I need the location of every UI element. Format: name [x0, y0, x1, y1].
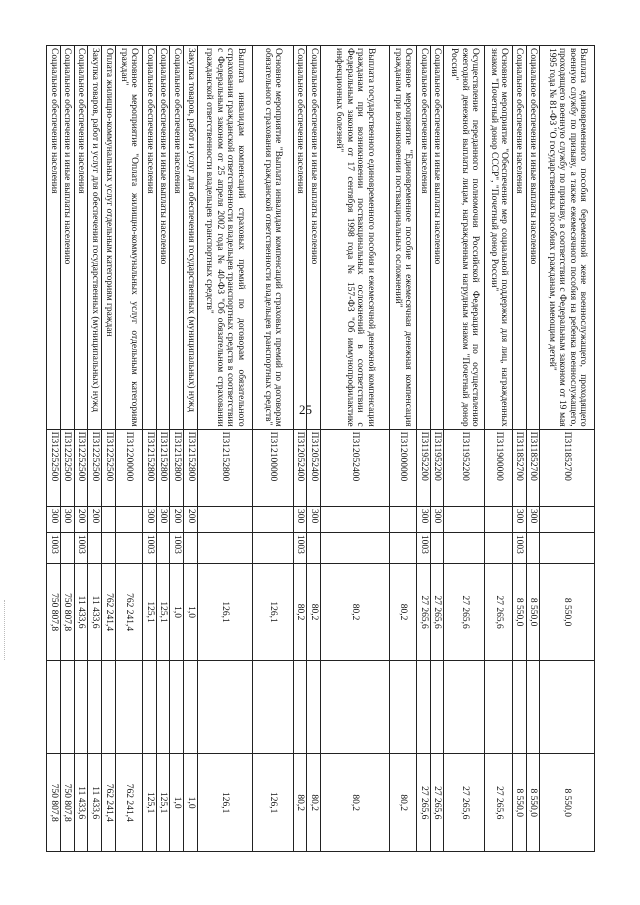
table-row	[512, 46, 526, 852]
table-row	[430, 46, 444, 852]
row-amount-cell: 750 807,8	[60, 564, 74, 661]
row-name-cell: Оплата жилищно-коммунальных услуг отдельным категориям граждан	[101, 46, 115, 430]
row-csr-cell: П311852700	[540, 429, 595, 506]
table-row	[293, 46, 307, 852]
row-amount-empty-cell	[170, 660, 184, 753]
page-number: 25	[299, 402, 312, 417]
row-amount-empty-cell	[156, 660, 170, 753]
row-name-cell: Выплата государственного единовременного пособия и ежемесячной денежной компенсации гражданам при возникновении поствакцинальных осложнений в соответствии с Федеральным законом от 17 сентября 1998 года № 157-ФЗ "Об иммунопрофилактике инфекционных болезней"	[321, 46, 390, 430]
row-csr-cell: П312200000	[115, 429, 142, 506]
row-amount-empty-cell	[512, 660, 526, 753]
row-amount-cell: 27 265,6	[416, 564, 430, 661]
row-section-cell	[526, 532, 540, 563]
row-csr-cell: П311900000	[485, 429, 512, 506]
row-csr-cell: П312052400	[321, 429, 390, 506]
row-expense-type-cell: 300	[512, 507, 526, 533]
row-amount-empty-cell	[252, 660, 293, 753]
row-csr-cell: П311852700	[526, 429, 540, 506]
row-csr-cell: П312152800	[143, 429, 157, 506]
row-expense-type-cell: 200	[170, 507, 184, 533]
row-amount-cell: 80,2	[293, 564, 307, 661]
row-amount-empty-cell	[74, 660, 88, 753]
rotated-table-container	[47, 45, 595, 852]
table-row	[416, 46, 430, 852]
row-section-cell	[321, 532, 390, 563]
row-amount-empty-cell	[526, 660, 540, 753]
row-csr-cell: П312152800	[170, 429, 184, 506]
table-row	[389, 46, 416, 852]
row-amount-cell: 8 550,0	[540, 564, 595, 661]
table-row	[60, 46, 74, 852]
table-row	[197, 46, 252, 852]
table-row	[170, 46, 184, 852]
row-name-cell: Социальное обеспечение населения	[512, 46, 526, 430]
row-expense-type-cell: 300	[307, 507, 321, 533]
row-amount-empty-cell	[540, 660, 595, 753]
table-row	[101, 46, 115, 852]
row-total-cell: 27 265,6	[416, 754, 430, 852]
row-section-cell: 1003	[143, 532, 157, 563]
row-amount-empty-cell	[389, 660, 416, 753]
row-amount-empty-cell	[115, 660, 142, 753]
row-name-cell: Основное мероприятие "Выплата инвалидам компенсаций страховых премий по договорам обязательного страхования гражданской ответственности владельцев транспортных средств"	[252, 46, 293, 430]
row-name-cell: Основное мероприятие "Единовременное пособие и ежемесячная денежная компенсация гражданам при возникновении поствакцинальных осложнений"	[389, 46, 416, 430]
table-row	[88, 46, 102, 852]
table-row	[444, 46, 485, 852]
row-name-cell: Основное мероприятие "Обеспечение мер социальной поддержки для лиц, награжденных знаком "Почетный донор СССР", "Почетный донор России"	[485, 46, 512, 430]
row-section-cell: 1003	[170, 532, 184, 563]
row-amount-empty-cell	[143, 660, 157, 753]
row-section-cell: 1003	[416, 532, 430, 563]
row-total-cell: 125,1	[156, 754, 170, 852]
row-amount-empty-cell	[60, 660, 74, 753]
row-amount-empty-cell	[485, 660, 512, 753]
row-amount-empty-cell	[444, 660, 485, 753]
row-total-cell: 27 265,6	[485, 754, 512, 852]
row-amount-cell: 125,1	[143, 564, 157, 661]
row-total-cell: 1,0	[170, 754, 184, 852]
row-amount-empty-cell	[416, 660, 430, 753]
row-amount-cell: 750 807,8	[47, 564, 61, 661]
row-amount-cell: 80,2	[389, 564, 416, 661]
row-total-cell: 762 241,4	[101, 754, 115, 852]
row-section-cell: 1003	[293, 532, 307, 563]
row-csr-cell: П311952200	[416, 429, 430, 506]
row-amount-cell: 27 265,6	[444, 564, 485, 661]
row-name-cell: Социальное обеспечение и иные выплаты населению	[307, 46, 321, 430]
row-amount-cell: 8 550,0	[512, 564, 526, 661]
row-total-cell: 27 265,6	[430, 754, 444, 852]
table-row	[485, 46, 512, 852]
row-expense-type-cell: 300	[416, 507, 430, 533]
row-amount-empty-cell	[293, 660, 307, 753]
row-section-cell	[389, 532, 416, 563]
row-name-cell: Социальное обеспечение и иные выплаты населению	[526, 46, 540, 430]
row-expense-type-cell: 300	[430, 507, 444, 533]
row-name-cell: Социальное обеспечение и иные выплаты населению	[156, 46, 170, 430]
row-csr-cell: П312152800	[197, 429, 252, 506]
row-total-cell: 8 550,0	[540, 754, 595, 852]
row-total-cell: 8 550,0	[526, 754, 540, 852]
row-total-cell: 762 241,4	[115, 754, 142, 852]
budget-table-body	[47, 46, 595, 852]
row-total-cell: 11 433,6	[74, 754, 88, 852]
row-total-cell: 80,2	[321, 754, 390, 852]
row-section-cell	[115, 532, 142, 563]
row-total-cell: 750 807,8	[60, 754, 74, 852]
row-total-cell: 125,1	[143, 754, 157, 852]
row-amount-cell: 762 241,4	[101, 564, 115, 661]
row-section-cell: 1003	[512, 532, 526, 563]
row-name-cell: Социальное обеспечение населения	[143, 46, 157, 430]
row-amount-cell: 126,1	[197, 564, 252, 661]
row-expense-type-cell: 300	[60, 507, 74, 533]
row-total-cell: 750 807,8	[47, 754, 61, 852]
row-name-cell: Основное мероприятие "Оплата жилищно-коммунальных услуг отдельным категориям граждан"	[115, 46, 142, 430]
row-amount-cell: 8 550,0	[526, 564, 540, 661]
row-amount-empty-cell	[88, 660, 102, 753]
table-row	[307, 46, 321, 852]
row-total-cell: 80,2	[307, 754, 321, 852]
row-csr-cell: П312152800	[156, 429, 170, 506]
table-row	[184, 46, 198, 852]
row-section-cell	[101, 532, 115, 563]
row-name-cell: Закупка товаров, работ и услуг для обеспечения государственных (муниципальных) нужд	[184, 46, 198, 430]
row-amount-cell: 125,1	[156, 564, 170, 661]
row-amount-empty-cell	[101, 660, 115, 753]
row-name-cell: Социальное обеспечение населения	[74, 46, 88, 430]
row-amount-cell: 126,1	[252, 564, 293, 661]
row-amount-empty-cell	[184, 660, 198, 753]
row-total-cell: 80,2	[389, 754, 416, 852]
table-row	[540, 46, 595, 852]
row-total-cell: 27 265,6	[444, 754, 485, 852]
row-csr-cell: П311852700	[512, 429, 526, 506]
row-amount-empty-cell	[307, 660, 321, 753]
row-amount-cell: 11 433,6	[74, 564, 88, 661]
row-total-cell: 126,1	[252, 754, 293, 852]
row-name-cell: Закупка товаров, работ и услуг для обеспечения государственных (муниципальных) нужд	[88, 46, 102, 430]
row-amount-cell: 1,0	[184, 564, 198, 661]
row-name-cell: Осуществление переданного полномочия Российской Федерации по осуществлению ежегодной денежной выплаты лицам, награжденным нагрудным знаком "Почетный донор России"	[444, 46, 485, 430]
row-amount-cell: 11 433,6	[88, 564, 102, 661]
table-row	[47, 46, 61, 852]
row-expense-type-cell: 200	[184, 507, 198, 533]
row-expense-type-cell: 300	[293, 507, 307, 533]
row-amount-cell: 1,0	[170, 564, 184, 661]
row-section-cell	[252, 532, 293, 563]
row-expense-type-cell	[321, 507, 390, 533]
row-name-cell: Выплата инвалидам компенсаций страховых премий по договорам обязательного страхования гражданской ответственности владельцев транспортных средств в соответствии с Федеральным законом от 25 апреля 2002 года № 40-ФЗ "Об обязательном страховании гражданской ответственности владельцев транспортных средств"	[197, 46, 252, 430]
row-total-cell: 11 433,6	[88, 754, 102, 852]
row-name-cell: Социальное обеспечение и иные выплаты населению	[430, 46, 444, 430]
row-section-cell	[307, 532, 321, 563]
row-expense-type-cell: 300	[526, 507, 540, 533]
row-expense-type-cell: 200	[74, 507, 88, 533]
row-section-cell	[485, 532, 512, 563]
row-expense-type-cell: 300	[143, 507, 157, 533]
row-section-cell	[184, 532, 198, 563]
row-expense-type-cell	[252, 507, 293, 533]
row-expense-type-cell: 300	[47, 507, 61, 533]
row-csr-cell: П311952200	[430, 429, 444, 506]
row-csr-cell: П312252500	[47, 429, 61, 506]
table-row	[143, 46, 157, 852]
row-expense-type-cell	[389, 507, 416, 533]
row-expense-type-cell: 300	[156, 507, 170, 533]
row-section-cell: 1003	[74, 532, 88, 563]
row-name-cell: Социальное обеспечение населения	[416, 46, 430, 430]
row-csr-cell: П312052400	[307, 429, 321, 506]
row-total-cell: 126,1	[197, 754, 252, 852]
row-section-cell	[430, 532, 444, 563]
row-section-cell: 1003	[47, 532, 61, 563]
row-csr-cell: П311952200	[444, 429, 485, 506]
table-row	[321, 46, 390, 852]
row-name-cell: Социальное обеспечение и иные выплаты населению	[60, 46, 74, 430]
row-amount-cell: 27 265,6	[430, 564, 444, 661]
row-section-cell	[88, 532, 102, 563]
row-section-cell	[156, 532, 170, 563]
row-amount-empty-cell	[430, 660, 444, 753]
row-csr-cell: П312252500	[88, 429, 102, 506]
table-row	[156, 46, 170, 852]
row-name-cell: Социальное обеспечение населения	[170, 46, 184, 430]
row-amount-empty-cell	[321, 660, 390, 753]
row-csr-cell: П312152800	[184, 429, 198, 506]
table-row	[526, 46, 540, 852]
row-amount-empty-cell	[197, 660, 252, 753]
row-expense-type-cell	[115, 507, 142, 533]
row-csr-cell: П312000000	[389, 429, 416, 506]
row-expense-type-cell	[101, 507, 115, 533]
table-row	[74, 46, 88, 852]
row-section-cell	[60, 532, 74, 563]
row-total-cell: 8 550,0	[512, 754, 526, 852]
row-expense-type-cell	[485, 507, 512, 533]
row-csr-cell: П312252500	[101, 429, 115, 506]
row-name-cell: Выплата единовременного пособия беременной жене военнослужащего, проходящего военную службу по призыву, а также ежемесячного пособия на ребенка военнослужащего, проходящего военную службу по призыву, в соответствии с Федеральным законом от 19 мая 1995 года № 81-ФЗ "О государственных пособиях гражданам, имеющим детей"	[540, 46, 595, 430]
row-section-cell	[444, 532, 485, 563]
row-amount-cell: 762 241,4	[115, 564, 142, 661]
margin-marks	[4, 600, 8, 660]
table-row	[252, 46, 293, 852]
row-section-cell	[197, 532, 252, 563]
row-expense-type-cell: 200	[88, 507, 102, 533]
row-csr-cell: П312252500	[74, 429, 88, 506]
row-amount-empty-cell	[47, 660, 61, 753]
row-csr-cell: П312252500	[60, 429, 74, 506]
row-name-cell: Социальное обеспечение населения	[293, 46, 307, 430]
row-amount-cell: 27 265,6	[485, 564, 512, 661]
row-amount-cell: 80,2	[307, 564, 321, 661]
row-total-cell: 80,2	[293, 754, 307, 852]
table-row	[115, 46, 142, 852]
row-csr-cell: П312100000	[252, 429, 293, 506]
row-section-cell	[540, 532, 595, 563]
row-expense-type-cell	[197, 507, 252, 533]
row-total-cell: 1,0	[184, 754, 198, 852]
budget-table	[46, 45, 595, 852]
row-amount-cell: 80,2	[321, 564, 390, 661]
row-expense-type-cell	[444, 507, 485, 533]
row-name-cell: Социальное обеспечение населения	[47, 46, 61, 430]
row-csr-cell: П312052400	[293, 429, 307, 506]
row-expense-type-cell	[540, 507, 595, 533]
